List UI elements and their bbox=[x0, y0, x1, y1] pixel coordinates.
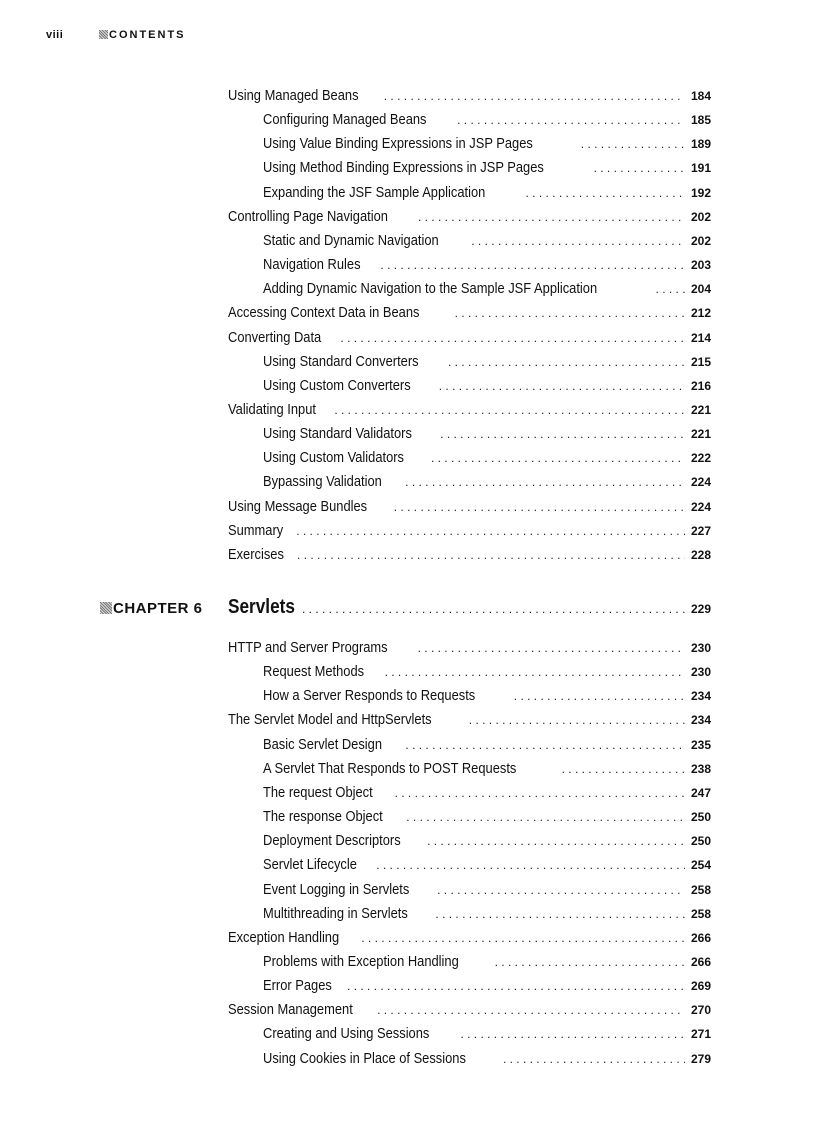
toc-entry[interactable] bbox=[263, 686, 711, 706]
toc-entry-title: A Servlet That Responds to POST Requests bbox=[263, 759, 517, 777]
toc-entry-page: 271 bbox=[690, 1027, 711, 1042]
toc-entry[interactable] bbox=[263, 831, 711, 851]
dot-leader bbox=[406, 807, 685, 827]
chapter-label-text: CHAPTER 6 bbox=[113, 600, 203, 617]
dot-leader bbox=[394, 497, 685, 517]
dot-leader bbox=[656, 279, 685, 299]
chapter-entry[interactable] bbox=[228, 596, 711, 622]
toc-entry[interactable] bbox=[263, 376, 711, 396]
toc-entry-title: Using Method Binding Expressions in JSP Pages bbox=[263, 159, 544, 177]
dot-leader bbox=[384, 86, 685, 106]
toc-entry-title: Multithreading in Servlets bbox=[263, 904, 408, 922]
toc-entry-title: Event Logging in Servlets bbox=[263, 880, 410, 898]
toc-entry[interactable] bbox=[228, 1000, 711, 1020]
dot-leader bbox=[594, 158, 685, 178]
toc-entry-title: Summary bbox=[228, 521, 284, 539]
toc-entry[interactable] bbox=[263, 759, 711, 779]
dot-leader bbox=[297, 545, 685, 565]
dot-leader bbox=[427, 831, 685, 851]
toc-entry-page: 227 bbox=[690, 523, 711, 538]
toc-entry[interactable] bbox=[263, 807, 711, 827]
dot-leader bbox=[340, 328, 685, 348]
toc-entry[interactable] bbox=[263, 424, 711, 444]
toc-entry-title: Problems with Exception Handling bbox=[263, 952, 459, 970]
toc-entry[interactable] bbox=[263, 448, 711, 468]
toc-entry-title: Servlet Lifecycle bbox=[263, 856, 357, 874]
dot-leader bbox=[431, 448, 685, 468]
toc-entry-title: Using Message Bundles bbox=[228, 497, 368, 515]
toc-entry-page: 191 bbox=[690, 161, 711, 176]
toc-entry[interactable] bbox=[263, 183, 711, 203]
dot-leader bbox=[437, 880, 685, 900]
hatch-marker-icon bbox=[100, 602, 112, 614]
toc-entry-page: 212 bbox=[690, 306, 711, 321]
toc-entry[interactable] bbox=[263, 134, 711, 154]
toc-entry-page: 203 bbox=[690, 258, 711, 273]
toc-entry[interactable] bbox=[263, 472, 711, 492]
toc-entry-page: 204 bbox=[690, 282, 711, 297]
toc-entry-page: 216 bbox=[690, 378, 711, 393]
toc-entry[interactable] bbox=[228, 521, 711, 541]
toc-entry-page: 202 bbox=[690, 209, 711, 224]
toc-entry-page: 258 bbox=[690, 906, 711, 921]
toc-entry[interactable] bbox=[263, 352, 711, 372]
toc-entry-title: Using Managed Beans bbox=[228, 87, 359, 104]
toc-entry-title: Using Standard Validators bbox=[263, 425, 412, 443]
dot-leader bbox=[469, 710, 685, 730]
toc-entry[interactable] bbox=[263, 735, 711, 755]
toc-entry-page: 214 bbox=[690, 330, 711, 345]
toc-entry[interactable] bbox=[263, 904, 711, 924]
dot-leader bbox=[457, 110, 685, 130]
toc-entry[interactable] bbox=[228, 545, 711, 565]
dot-leader bbox=[361, 928, 685, 948]
toc-entry-title: Adding Dynamic Navigation to the Sample JSF Application bbox=[263, 280, 598, 298]
dot-leader bbox=[347, 976, 685, 996]
toc-entry-page: 270 bbox=[690, 1003, 711, 1018]
toc-entry[interactable] bbox=[228, 710, 711, 730]
toc-entry-title: Using Custom Converters bbox=[263, 376, 411, 394]
toc-entry-title: Request Methods bbox=[263, 663, 365, 681]
toc-entry-page: 238 bbox=[690, 761, 711, 776]
toc-entry-page: 224 bbox=[690, 475, 711, 490]
toc-entry-title: HTTP and Server Programs bbox=[228, 639, 388, 656]
toc-entry-page: 266 bbox=[690, 930, 711, 945]
toc-entry-title: Exercises bbox=[228, 545, 284, 563]
toc-entry-page: 234 bbox=[690, 689, 711, 704]
toc-entry-title: How a Server Responds to Requests bbox=[263, 687, 476, 705]
dot-leader bbox=[581, 134, 685, 154]
toc-entry-page: 221 bbox=[690, 402, 711, 417]
dot-leader bbox=[405, 735, 685, 755]
chapter-label bbox=[100, 600, 203, 617]
toc-entry-title: Static and Dynamic Navigation bbox=[263, 231, 439, 249]
toc-entry-page: 254 bbox=[690, 858, 711, 873]
dot-leader bbox=[395, 783, 685, 803]
toc-entry[interactable] bbox=[228, 303, 711, 323]
toc-entry[interactable] bbox=[228, 207, 711, 227]
dot-leader bbox=[471, 231, 685, 251]
toc-entry-title: Using Cookies in Place of Sessions bbox=[263, 1049, 466, 1067]
toc-entry[interactable] bbox=[263, 880, 711, 900]
dot-leader bbox=[376, 855, 685, 875]
toc-entry-title: Accessing Context Data in Beans bbox=[228, 304, 420, 322]
toc-entry[interactable] bbox=[263, 1024, 711, 1044]
toc-entry[interactable] bbox=[263, 110, 711, 130]
toc-entry-title: Configuring Managed Beans bbox=[263, 111, 427, 129]
toc-entry[interactable] bbox=[228, 86, 711, 106]
toc-entry-page: 250 bbox=[690, 834, 711, 849]
toc-entry-page: 215 bbox=[690, 354, 711, 369]
toc-entry-title: Validating Input bbox=[228, 400, 316, 418]
toc-entry-title: Exception Handling bbox=[228, 928, 340, 946]
dot-leader bbox=[385, 662, 685, 682]
toc-entry-page: 192 bbox=[690, 185, 711, 200]
toc-entry-title: Using Standard Converters bbox=[263, 352, 419, 370]
toc-entry-page: 269 bbox=[690, 979, 711, 994]
toc-entry-page: 185 bbox=[690, 113, 711, 128]
dot-leader bbox=[334, 400, 685, 420]
dot-leader bbox=[418, 638, 685, 658]
toc-entry[interactable] bbox=[228, 328, 711, 348]
toc-entry[interactable] bbox=[263, 1049, 711, 1069]
dot-leader bbox=[503, 1049, 685, 1069]
toc-entry-title: Converting Data bbox=[228, 328, 322, 346]
toc-entry-title: Error Pages bbox=[263, 977, 332, 995]
toc-entry-title: Controlling Page Navigation bbox=[228, 207, 388, 225]
dot-leader bbox=[439, 376, 685, 396]
toc-entry[interactable] bbox=[263, 783, 711, 803]
hatch-marker-icon bbox=[99, 30, 108, 39]
toc-entry[interactable] bbox=[263, 231, 711, 251]
toc-entry-page: 202 bbox=[690, 233, 711, 248]
running-title bbox=[99, 29, 186, 41]
toc-entry[interactable] bbox=[228, 638, 711, 658]
toc-entry[interactable] bbox=[263, 158, 711, 178]
toc-entry[interactable] bbox=[228, 497, 711, 517]
toc-entry-title: The request Object bbox=[263, 783, 373, 801]
dot-leader bbox=[296, 521, 685, 541]
toc-entry-title: Expanding the JSF Sample Application bbox=[263, 183, 486, 201]
dot-leader bbox=[514, 686, 685, 706]
toc-entry-title: Navigation Rules bbox=[263, 256, 361, 274]
toc-entry-page: 184 bbox=[690, 89, 711, 103]
toc-entry-title: Using Custom Validators bbox=[263, 449, 404, 467]
toc-entry-page: 230 bbox=[690, 665, 711, 680]
toc-entry-page: 228 bbox=[690, 547, 711, 562]
dot-leader bbox=[440, 424, 685, 444]
dot-leader bbox=[460, 1024, 685, 1044]
toc-entry-title: Session Management bbox=[228, 1001, 353, 1019]
toc-entry-title: The Servlet Model and HttpServlets bbox=[228, 711, 432, 729]
dot-leader bbox=[418, 207, 685, 227]
dot-leader bbox=[448, 352, 685, 372]
chapter-page: 229 bbox=[690, 602, 711, 616]
running-title-text: CONTENTS bbox=[109, 29, 186, 41]
toc-entry-title: Creating and Using Sessions bbox=[263, 1025, 430, 1043]
toc-entry[interactable] bbox=[263, 662, 711, 682]
toc-entry-page: 279 bbox=[690, 1051, 711, 1066]
dot-leader bbox=[377, 1000, 685, 1020]
toc-entry[interactable] bbox=[263, 976, 711, 996]
dot-leader bbox=[526, 183, 686, 203]
toc-entry-title: The response Object bbox=[263, 808, 383, 826]
toc-entry-title: Deployment Descriptors bbox=[263, 832, 401, 850]
toc-entry[interactable] bbox=[263, 279, 711, 299]
toc-entry-page: 230 bbox=[690, 641, 711, 655]
toc-entry-page: 247 bbox=[690, 785, 711, 800]
dot-leader bbox=[302, 602, 687, 616]
dot-leader bbox=[380, 255, 685, 275]
toc-entry[interactable] bbox=[263, 855, 711, 875]
toc-entry[interactable] bbox=[228, 400, 711, 420]
toc-entry-title: Bypassing Validation bbox=[263, 473, 382, 491]
toc-entry[interactable] bbox=[263, 952, 711, 972]
dot-leader bbox=[495, 952, 685, 972]
toc-entry-page: 224 bbox=[690, 499, 711, 514]
toc-entry-page: 221 bbox=[690, 427, 711, 442]
dot-leader bbox=[562, 759, 685, 779]
toc-entry-page: 258 bbox=[690, 882, 711, 897]
toc-entry[interactable] bbox=[228, 928, 711, 948]
toc-entry-page: 250 bbox=[690, 810, 711, 825]
toc-entry-page: 235 bbox=[690, 737, 711, 752]
toc-entry-page: 189 bbox=[690, 137, 711, 152]
toc-entry[interactable] bbox=[263, 255, 711, 275]
chapter-title: Servlets bbox=[228, 596, 295, 618]
dot-leader bbox=[405, 472, 685, 492]
toc-entry-page: 222 bbox=[690, 451, 711, 466]
dot-leader bbox=[435, 904, 685, 924]
toc-entry-page: 234 bbox=[690, 713, 711, 728]
toc-entry-title: Basic Servlet Design bbox=[263, 735, 383, 753]
dot-leader bbox=[455, 303, 685, 323]
page-number: viii bbox=[46, 29, 64, 41]
toc-entry-page: 266 bbox=[690, 954, 711, 969]
toc-entry-title: Using Value Binding Expressions in JSP Pages bbox=[263, 135, 533, 153]
